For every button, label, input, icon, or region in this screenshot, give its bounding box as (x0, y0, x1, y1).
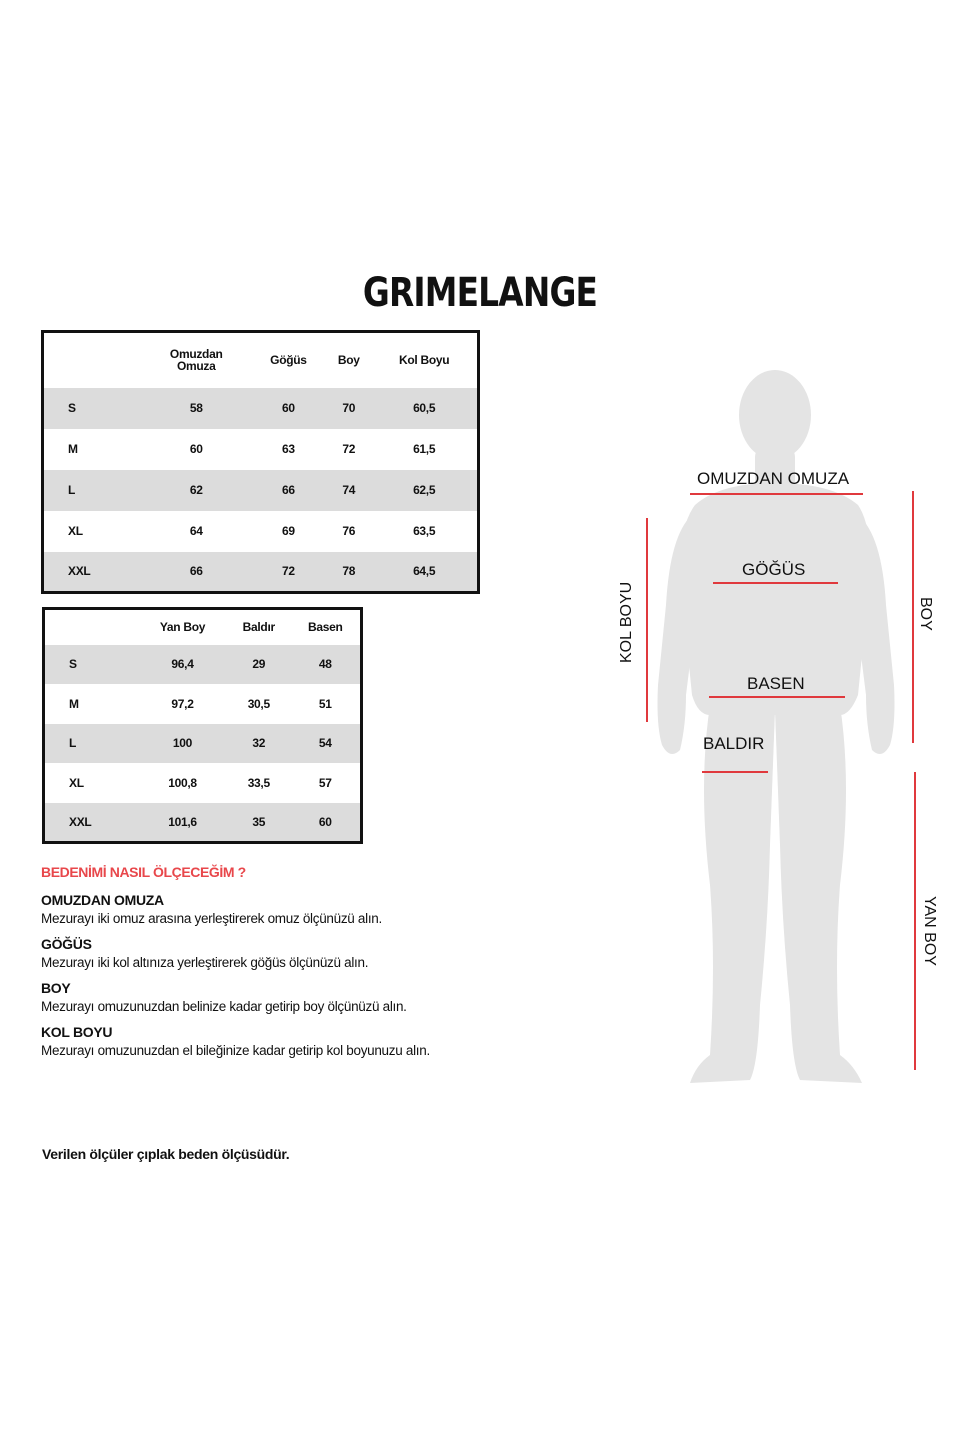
figure-label-side-length: YAN BOY (921, 896, 938, 966)
size-table-upper (41, 330, 480, 594)
column-header: Boy (337, 353, 360, 368)
measurement-cell: 63,5 (413, 524, 436, 538)
table-row (44, 803, 362, 843)
measurement-cell: 66 (142, 552, 251, 593)
measurement-cell: 64,5 (371, 552, 478, 593)
size-label: M (68, 442, 78, 456)
measurement-cell: 64 (189, 524, 203, 538)
table-header-row (44, 609, 362, 645)
size-table-lower (42, 607, 363, 844)
column-header (43, 332, 142, 388)
column-header: Omuzdan Omuza (169, 347, 223, 374)
table-header-row (43, 332, 479, 388)
measurement-cell: 30,5 (247, 696, 270, 711)
column-header: Yan Boy (159, 620, 206, 635)
table-row (44, 763, 362, 803)
howto-desc: Mezurayı iki omuz arasına yerleştirerek omuz ölçünüzü alın. (41, 911, 382, 926)
measurement-cell: 69 (282, 524, 295, 538)
how-to-question: BEDENİMİ NASIL ÖLÇECEĞİM ? (41, 864, 246, 880)
thigh-line (702, 771, 768, 773)
size-label: S (43, 388, 142, 429)
size-label: L (44, 724, 138, 764)
howto-desc: Mezurayı iki kol altınıza yerleştirerek göğüs ölçünüzü alın. (41, 955, 369, 970)
sleeve-line (646, 518, 648, 722)
measurement-cell: 61,5 (413, 442, 436, 456)
column-header: Kol Boyu (399, 353, 450, 368)
figure-label-chest: GÖĞÜS (742, 560, 806, 579)
measurement-cell: 51 (318, 696, 332, 711)
brand-logo: GRIMELANGE (362, 270, 598, 316)
measurement-cell: 96,4 (138, 645, 227, 685)
howto-item-shoulder (41, 892, 561, 926)
measurement-cell: 62,5 (371, 470, 478, 511)
measurement-cell: 32 (227, 724, 290, 764)
size-label: XXL (43, 552, 142, 593)
length-line (912, 491, 914, 743)
measurement-cell: 54 (291, 724, 362, 764)
measurement-cell: 70 (326, 388, 371, 429)
measurement-cell: 100,8 (168, 775, 197, 790)
measurement-cell: 33,5 (247, 775, 270, 790)
measurement-cell: 72 (342, 442, 356, 456)
table-row (43, 552, 479, 593)
figure-label-length: BOY (917, 597, 934, 631)
how-to-measure (41, 864, 561, 1068)
howto-desc: Mezurayı omuzunuzdan el bileğinize kadar getirip kol boyunuzu alın. (41, 1043, 430, 1058)
chest-line (713, 582, 838, 584)
howto-item-sleeve (41, 1024, 561, 1058)
measurement-cell: 60 (291, 803, 362, 843)
size-label: XL (68, 524, 83, 538)
column-header: Göğüs (270, 353, 307, 368)
table-row (44, 645, 362, 685)
howto-desc: Mezurayı omuzunuzdan belinize kadar getirip boy ölçünüzü alın. (41, 999, 407, 1014)
measurement-cell: 60 (189, 442, 203, 456)
column-header: Basen (307, 620, 343, 635)
figure-label-hip: BASEN (747, 674, 805, 693)
measurement-cell: 35 (227, 803, 290, 843)
side-length-line (914, 772, 916, 1070)
howto-title: OMUZDAN OMUZA (41, 892, 164, 908)
size-label: L (43, 470, 142, 511)
howto-title: KOL BOYU (41, 1024, 113, 1040)
measurement-cell: 60,5 (371, 388, 478, 429)
figure-label-shoulder: OMUZDAN OMUZA (697, 469, 850, 488)
measurement-note: Verilen ölçüler çıplak beden ölçüsüdür. (42, 1146, 290, 1162)
measurement-cell: 60 (251, 388, 327, 429)
size-label: XXL (44, 803, 138, 843)
howto-title: GÖĞÜS (41, 936, 92, 952)
measurement-cell: 66 (251, 470, 327, 511)
figure-label-sleeve: KOL BOYU (618, 581, 635, 663)
measurement-cell: 76 (342, 524, 356, 538)
measurement-cell: 97,2 (171, 696, 194, 711)
measurement-cell: 48 (291, 645, 362, 685)
measurement-cell: 63 (282, 442, 295, 456)
table-row (44, 684, 362, 724)
howto-title: BOY (41, 980, 71, 996)
measurement-cell: 62 (142, 470, 251, 511)
measurement-cell: 72 (251, 552, 327, 593)
table-row (43, 429, 479, 470)
measurement-cell: 78 (326, 552, 371, 593)
measurement-cell: 101,6 (138, 803, 227, 843)
measurement-cell: 29 (227, 645, 290, 685)
size-label: XL (69, 775, 84, 790)
size-label: M (69, 696, 79, 711)
table-row (43, 388, 479, 429)
column-header: Baldır (242, 620, 275, 635)
measurement-cell: 58 (142, 388, 251, 429)
shoulder-line (690, 493, 863, 495)
size-label: S (44, 645, 138, 685)
measurement-cell: 74 (326, 470, 371, 511)
hip-line (709, 696, 845, 698)
howto-item-chest (41, 936, 561, 970)
measurement-cell: 100 (138, 724, 227, 764)
figure-label-thigh: BALDIR (703, 734, 765, 753)
table-row (43, 470, 479, 511)
table-row (43, 511, 479, 552)
measurement-cell: 57 (318, 775, 332, 790)
table-row (44, 724, 362, 764)
column-header (44, 609, 138, 645)
howto-item-length (41, 980, 561, 1014)
